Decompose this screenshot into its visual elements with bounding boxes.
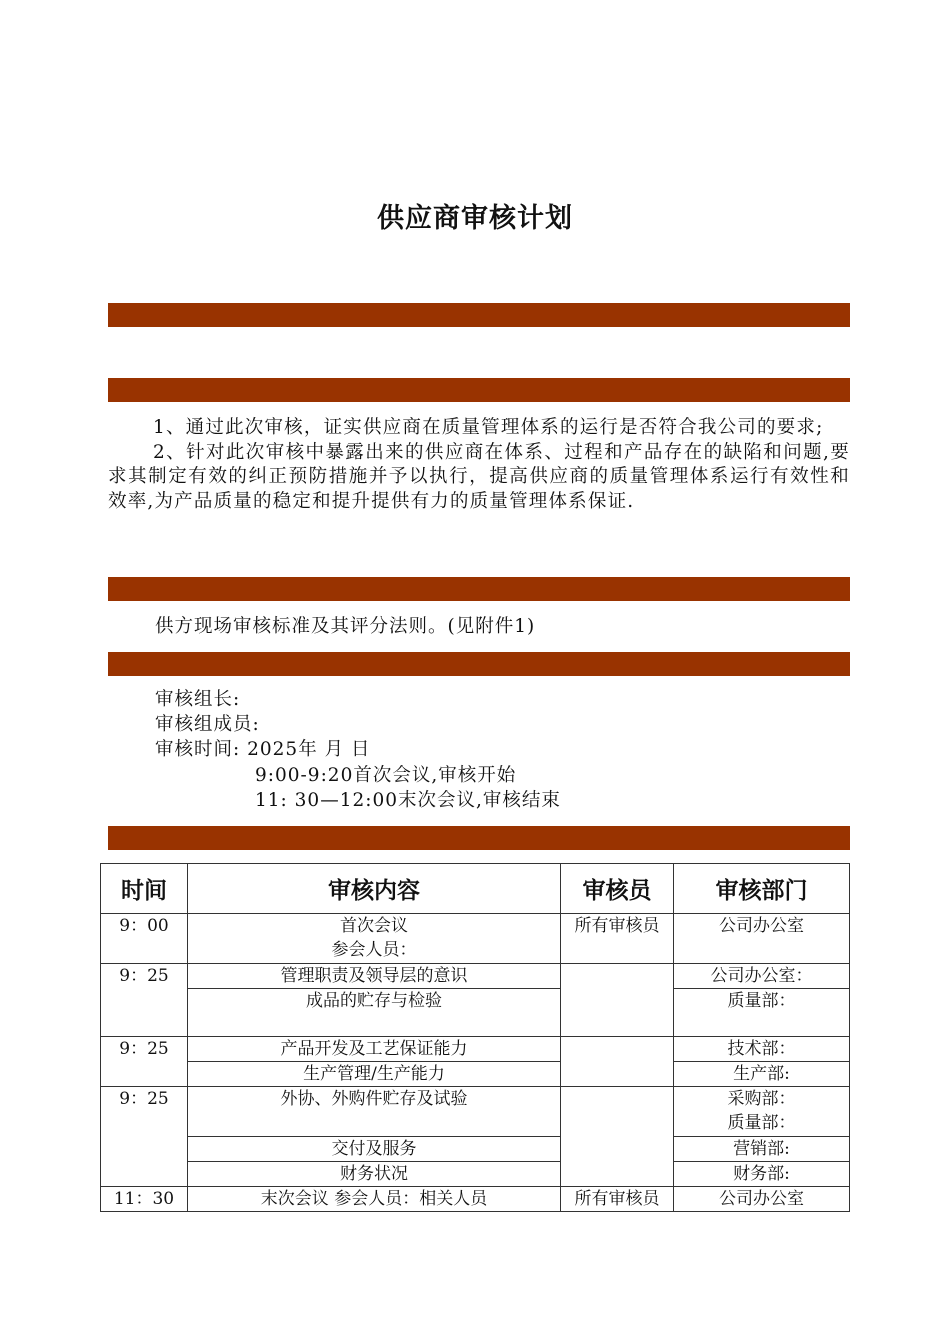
header-content: 审核内容 — [188, 864, 561, 914]
cell-content — [188, 914, 561, 964]
audit-slot-1: 9:00-9:20首次会议,审核开始 — [255, 765, 517, 786]
cell-department: 财务部: — [674, 1162, 850, 1187]
cell-content: 财务状况 — [188, 1162, 561, 1187]
cell-department: 技术部： — [674, 1037, 850, 1062]
table-row — [101, 1037, 850, 1062]
cell-content: 生产管理/生产能力 — [188, 1062, 561, 1087]
department-line: 质量部： — [727, 1113, 796, 1133]
section-bar-2 — [108, 378, 850, 402]
cell-content: 交付及服务 — [188, 1137, 561, 1162]
cell-time: 9：25 — [101, 1087, 188, 1187]
cell-department: 生产部: — [674, 1062, 850, 1087]
criteria-text: 供方现场审核标准及其评分法则。(见附件1) — [155, 616, 536, 637]
content-line: 参会人员： — [331, 940, 417, 960]
table-row — [101, 1087, 850, 1137]
table-row — [101, 1187, 850, 1212]
table-row — [101, 914, 850, 964]
table-header-row — [101, 864, 850, 914]
table-row — [101, 964, 850, 989]
cell-content: 管理职责及领导层的意识 — [188, 964, 561, 989]
cell-content: 成品的贮存与检验 — [188, 989, 561, 1037]
department-line: 采购部： — [727, 1089, 796, 1109]
objective-item-1: 1、通过此次审核，证实供应商在质量管理体系的运行是否符合我公司的要求; — [153, 417, 824, 438]
audit-schedule-table — [100, 863, 850, 1212]
cell-time: 9：00 — [101, 914, 188, 964]
cell-department: 公司办公室 — [674, 914, 850, 964]
section-bar-3 — [108, 577, 850, 601]
cell-department: 质量部： — [674, 989, 850, 1037]
header-auditor: 审核员 — [561, 864, 674, 914]
audit-time: 审核时间: 2025年 月 日 — [155, 739, 371, 760]
audit-slot-2: 11: 30—12:00末次会议,审核结束 — [255, 790, 561, 811]
cell-content: 产品开发及工艺保证能力 — [188, 1037, 561, 1062]
header-time: 时间 — [101, 864, 188, 914]
table-row — [101, 989, 850, 1037]
cell-auditor — [561, 1037, 674, 1087]
cell-department: 营销部: — [674, 1137, 850, 1162]
team-leader: 审核组长: — [155, 689, 241, 710]
cell-department — [674, 1087, 850, 1137]
cell-auditor: 所有审核员 — [561, 914, 674, 964]
cell-content: 外协、外购件贮存及试验 — [188, 1087, 561, 1137]
objectives-text — [108, 416, 850, 514]
cell-time: 11：30 — [101, 1187, 188, 1212]
objective-item-2: 2、针对此次审核中暴露出来的供应商在体系、过程和产品存在的缺陷和问题,要求其制定有效的纠正预防措施并予以执行，提高供应商的质量管理体系运行有效性和效率,为产品质量的稳定和提升提供有力的质量管理体系保证. — [108, 441, 850, 512]
cell-auditor: 所有审核员 — [561, 1187, 674, 1212]
table-row — [101, 1162, 850, 1187]
section-bar-1 — [108, 303, 850, 327]
cell-auditor — [561, 964, 674, 1037]
cell-auditor — [561, 1087, 674, 1187]
table-row — [101, 1137, 850, 1162]
section-bar-5 — [108, 826, 850, 850]
team-members: 审核组成员: — [155, 714, 260, 735]
cell-time: 9：25 — [101, 964, 188, 1037]
content-line: 首次会议 — [340, 916, 408, 936]
cell-content: 末次会议 参会人员：相关人员 — [188, 1187, 561, 1212]
page-title: 供应商审核计划 — [377, 203, 573, 234]
table-row — [101, 1062, 850, 1087]
section-bar-4 — [108, 652, 850, 676]
header-department: 审核部门 — [674, 864, 850, 914]
cell-department: 公司办公室 — [674, 1187, 850, 1212]
cell-department: 公司办公室： — [674, 964, 850, 989]
cell-time: 9：25 — [101, 1037, 188, 1087]
